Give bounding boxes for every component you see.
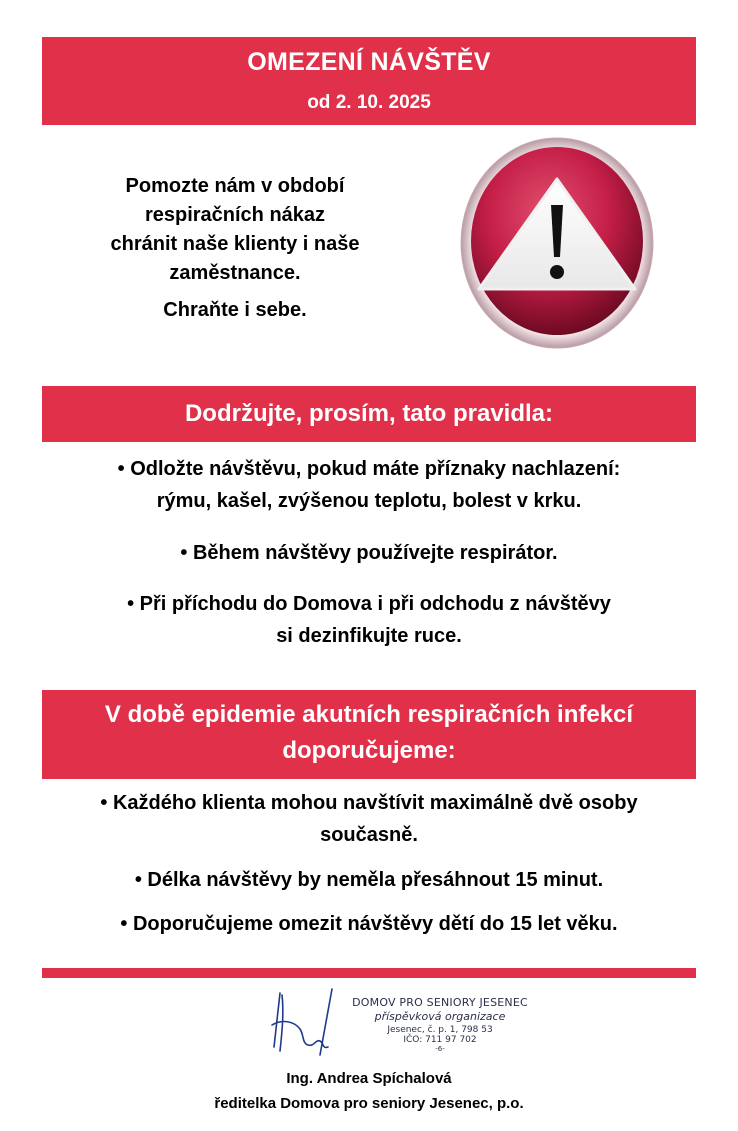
stamp-type: příspěvková organizace [374,1010,506,1023]
signer-title: ředitelka Domova pro seniory Jesenec, p.o. [214,1095,524,1112]
intro-closing: Chraňte i sebe. [163,299,307,321]
epidemic-item: • Každého klienta mohou navštívit maximálně dvě osoby současně. [100,792,638,846]
warning-exclamation-icon [459,135,655,350]
intro-line: respiračních nákaz [144,204,326,226]
intro-line: zaměstnance. [169,262,301,284]
intro-line: chránit naše klienty i naše [110,233,360,255]
page-title: OMEZENÍ NÁVŠTĚV [247,48,491,76]
epidemic-item: • Doporučujeme omezit návštěvy dětí do 15 let věku. [120,913,618,935]
rules-item: • Odložte návštěvu, pokud máte příznaky nachlazení: rýmu, kašel, zvýšenou teplotu, bolest v krku. [117,458,621,512]
signer-name: Ing. Andrea Spíchalová [286,1070,452,1087]
rules-item: • Během návštěvy používejte respirátor. [180,542,558,564]
epidemic-heading-line: V době epidemie akutních respiračních infekcí [104,701,634,728]
intro-text [70,172,400,325]
intro-line: Pomozte nám v období [125,175,345,197]
stamp-address: Jesenec, č. p. 1, 798 53 [387,1025,493,1035]
header-banner [42,37,696,125]
rules-heading-banner: Dodržujte, prosím, tato pravidla: [42,386,696,442]
stamp-ico: IČO: 711 97 702 [403,1035,477,1045]
organization-stamp [340,996,540,1053]
stamp-number: -6- [435,1045,445,1053]
stamp-name: DOMOV PRO SENIORY JESENEC [352,996,528,1009]
epidemic-item: • Délka návštěvy by neměla přesáhnout 15 minut. [134,869,604,891]
handwritten-signature [262,985,342,1060]
effective-date: od 2. 10. 2025 [307,92,431,113]
epidemic-heading-banner [42,690,696,779]
rules-item: • Při příchodu do Domova i při odchodu z návštěvy si dezinfikujte ruce. [127,593,611,647]
bottom-divider [42,968,696,978]
epidemic-heading-line: doporučujeme: [282,737,456,764]
